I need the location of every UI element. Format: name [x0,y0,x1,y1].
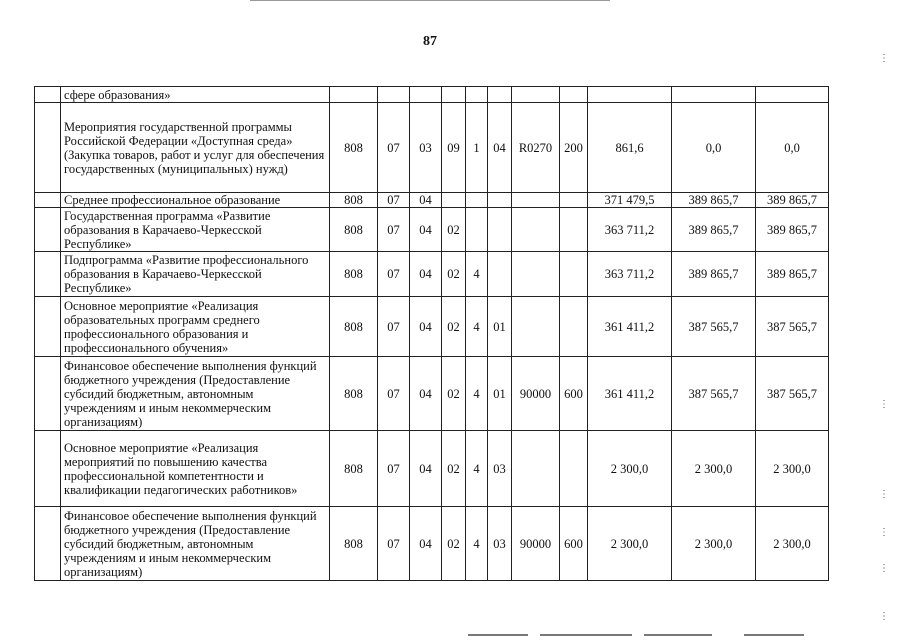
row-index-cell [35,297,61,357]
margin-mark: ⋮ [879,563,889,574]
cell-v1: 363 711,2 [588,252,672,297]
cell-v1: 361 411,2 [588,297,672,357]
margin-mark: ⋮ [879,611,889,622]
cell-c1: 808 [330,507,378,581]
cell-v3: 2 300,0 [756,507,829,581]
cell-c5: 4 [466,357,488,431]
cell-c1: 808 [330,297,378,357]
cell-c4: 02 [442,431,466,507]
cell-c7 [512,431,560,507]
row-name-cell: Государственная программа «Развитие образования в Карачаево-Черкесской Республике» [61,208,330,252]
cell-v2: 2 300,0 [672,431,756,507]
table-row [35,252,829,297]
table-row [35,357,829,431]
cell-c6: 01 [488,297,512,357]
top-edge-line [250,0,610,1]
row-name-cell: сфере образования» [61,87,330,103]
cell-c2 [378,87,410,103]
cell-c6: 03 [488,507,512,581]
row-name-cell: Среднее профессиональное образование [61,193,330,208]
table-row [35,193,829,208]
cell-c1 [330,87,378,103]
cell-c5: 1 [466,103,488,193]
table-row [35,431,829,507]
cell-v1: 361 411,2 [588,357,672,431]
cell-c2: 07 [378,507,410,581]
cell-c5: 4 [466,431,488,507]
cell-v1: 861,6 [588,103,672,193]
bottom-edge-line [540,634,632,636]
cell-v3: 387 565,7 [756,357,829,431]
cell-v2: 387 565,7 [672,357,756,431]
cell-c1: 808 [330,193,378,208]
cell-c2: 07 [378,297,410,357]
row-name-cell: Финансовое обеспечение выполнения функций бюджетного учреждения (Предоставление субсидий бюджетным, автономным учреждениям и иным некоммерческим организациям) [61,507,330,581]
cell-c2: 07 [378,252,410,297]
cell-c7 [512,252,560,297]
cell-c4: 02 [442,252,466,297]
cell-c5: 4 [466,252,488,297]
row-name-cell: Основное мероприятие «Реализация образовательных программ среднего профессионального образования и профессионального обучения» [61,297,330,357]
cell-c4: 02 [442,297,466,357]
cell-v3: 389 865,7 [756,193,829,208]
cell-c6: 04 [488,103,512,193]
margin-mark: ⋮ [879,489,889,500]
cell-c5: 4 [466,297,488,357]
table-row [35,103,829,193]
cell-c4: 02 [442,357,466,431]
page-number: 87 [423,34,437,49]
bottom-edge-line [644,634,712,636]
cell-v3: 389 865,7 [756,208,829,252]
row-index-cell [35,87,61,103]
cell-c8: 200 [560,103,588,193]
cell-v2: 389 865,7 [672,193,756,208]
cell-c7 [512,208,560,252]
table-row [35,87,829,103]
cell-v1: 363 711,2 [588,208,672,252]
cell-c8 [560,252,588,297]
cell-v2: 2 300,0 [672,507,756,581]
cell-c8 [560,297,588,357]
table-row [35,507,829,581]
cell-v3: 389 865,7 [756,252,829,297]
cell-v2 [672,87,756,103]
row-index-cell [35,208,61,252]
cell-c7: 90000 [512,357,560,431]
cell-v1 [588,87,672,103]
cell-c1: 808 [330,357,378,431]
cell-v3 [756,87,829,103]
cell-c8: 600 [560,507,588,581]
cell-c3: 04 [410,507,442,581]
cell-c3: 04 [410,193,442,208]
row-name-cell: Основное мероприятие «Реализация мероприятий по повышению качества профессиональной компетентности и квалификации педагогических работников» [61,431,330,507]
cell-c4: 02 [442,208,466,252]
cell-c7 [512,193,560,208]
cell-v1: 371 479,5 [588,193,672,208]
margin-mark: ⋮ [879,53,889,64]
cell-c2: 07 [378,431,410,507]
cell-v3: 0,0 [756,103,829,193]
cell-c7: 90000 [512,507,560,581]
cell-c5 [466,208,488,252]
bottom-edge-line [468,634,528,636]
row-index-cell [35,103,61,193]
table-row [35,297,829,357]
cell-v2: 387 565,7 [672,297,756,357]
cell-c6: 03 [488,431,512,507]
cell-c4: 02 [442,507,466,581]
cell-c5: 4 [466,507,488,581]
cell-c3: 04 [410,431,442,507]
cell-c1: 808 [330,252,378,297]
cell-c6 [488,193,512,208]
cell-c8 [560,431,588,507]
cell-c1: 808 [330,103,378,193]
cell-c3: 04 [410,357,442,431]
cell-v1: 2 300,0 [588,507,672,581]
row-index-cell [35,252,61,297]
cell-c4: 09 [442,103,466,193]
table-row [35,208,829,252]
row-name-cell: Мероприятия государственной программы Российской Федерации «Доступная среда» (Закупка товаров, работ и услуг для обеспечения государственных (муниципальных) нужд) [61,103,330,193]
cell-c4 [442,87,466,103]
cell-c3: 04 [410,252,442,297]
row-name-cell: Подпрограмма «Развитие профессионального образования в Карачаево-Черкесской Республике» [61,252,330,297]
cell-c3: 04 [410,208,442,252]
cell-v2: 389 865,7 [672,252,756,297]
cell-c6 [488,87,512,103]
margin-mark: ⋮ [879,399,889,410]
cell-c3 [410,87,442,103]
cell-c7 [512,87,560,103]
cell-c4 [442,193,466,208]
cell-c3: 03 [410,103,442,193]
cell-c2: 07 [378,193,410,208]
cell-c3: 04 [410,297,442,357]
budget-table [34,86,829,581]
cell-c6: 01 [488,357,512,431]
cell-c8 [560,193,588,208]
margin-mark: ⋮ [879,527,889,538]
cell-c7 [512,297,560,357]
cell-c1: 808 [330,208,378,252]
cell-v2: 389 865,7 [672,208,756,252]
row-index-cell [35,431,61,507]
row-name-cell: Финансовое обеспечение выполнения функций бюджетного учреждения (Предоставление субсидий бюджетным, автономным учреждениям и иным некоммерческим организациям) [61,357,330,431]
cell-c6 [488,208,512,252]
cell-c2: 07 [378,208,410,252]
cell-c2: 07 [378,103,410,193]
cell-v1: 2 300,0 [588,431,672,507]
row-index-cell [35,357,61,431]
cell-c7: R0270 [512,103,560,193]
cell-v3: 387 565,7 [756,297,829,357]
cell-c8 [560,208,588,252]
cell-v2: 0,0 [672,103,756,193]
bottom-edge-line [744,634,804,636]
cell-c6 [488,252,512,297]
cell-c1: 808 [330,431,378,507]
cell-c5 [466,193,488,208]
cell-c2: 07 [378,357,410,431]
cell-c5 [466,87,488,103]
row-index-cell [35,193,61,208]
cell-v3: 2 300,0 [756,431,829,507]
cell-c8 [560,87,588,103]
row-index-cell [35,507,61,581]
cell-c8: 600 [560,357,588,431]
